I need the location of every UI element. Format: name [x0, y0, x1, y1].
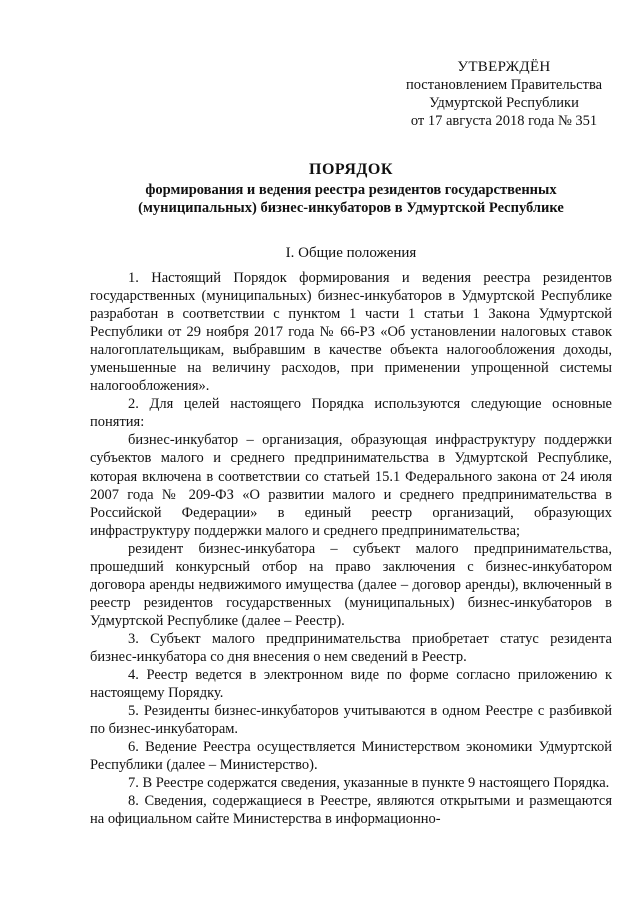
document-title	[90, 160, 612, 217]
document-body	[90, 269, 612, 828]
document-title-main: ПОРЯДОК	[309, 161, 393, 178]
paragraph-5: 5. Резиденты бизнес-инкубаторов учитываются в одном Реестре с разбивкой по бизнес-инкубаторам.	[90, 703, 612, 738]
definition-business-incubator: бизнес-инкубатор – организация, образующая инфраструктуру поддержки субъектов малого и среднего предпринимательства в Удмуртской Республике, которая включена в соответствии со статьей 15.1 Федерального закона от 24 июля 2007 года № 209-ФЗ «О развитии малого и среднего предпринимательства в Российской Федерации» в единый реестр организаций, образующих инфраструктуру поддержки малого и среднего предпринимательства;	[90, 432, 612, 539]
paragraph-4: 4. Реестр ведется в электронном виде по форме согласно приложению к настоящему Порядку.	[90, 667, 612, 702]
paragraph-8: 8. Сведения, содержащиеся в Реестре, являются открытыми и размещаются на официальном сайте Министерства в информационно-	[90, 793, 612, 828]
paragraph-2: 2. Для целей настоящего Порядка используются следующие основные понятия:	[90, 396, 612, 431]
paragraph-1: 1. Настоящий Порядок формирования и ведения реестра резидентов государственных (муниципальных) бизнес-инкубаторов в Удмуртской Республике разработан в соответствии с пунктом 1 части 1 статьи 1 Закона Удмуртской Республики от 29 ноября 2017 года № 66-РЗ «Об установлении налоговых ставок налогоплательщикам, выбравшим в качестве объекта налогообложения доходы, уменьшенные на величину расходов, при применении упрощенной системы налогообложения».	[90, 270, 612, 395]
approval-line-3: от 17 августа 2018 года № 351	[410, 113, 598, 129]
section-heading: I. Общие положения	[285, 245, 417, 261]
approval-line-2: Удмуртской Республики	[429, 95, 579, 111]
document-title-subtitle: формирования и ведения реестра резидентов государственных (муниципальных) бизнес-инкубаторов в Удмуртской Республике	[138, 182, 564, 216]
approval-line-1: постановлением Правительства	[405, 77, 603, 93]
paragraph-6: 6. Ведение Реестра осуществляется Министерством экономики Удмуртской Республики (далее – Министерство).	[90, 739, 612, 774]
approval-heading: УТВЕРЖДЁН	[457, 59, 551, 75]
paragraph-7: 7. В Реестре содержатся сведения, указанные в пункте 9 настоящего Порядка.	[128, 775, 610, 792]
definition-resident: резидент бизнес-инкубатора – субъект малого предпринимательства, прошедший конкурсный отбор на право заключения с бизнес-инкубатором договора аренды недвижимого имущества (далее – договор аренды), включенный в реестр резидентов государственных (муниципальных) бизнес-инкубаторов в Удмуртской Республике (далее – Реестр).	[90, 540, 612, 629]
approval-stamp	[398, 58, 610, 130]
paragraph-3: 3. Субъект малого предпринимательства приобретает статус резидента бизнес-инкубатора со дня внесения о нем сведений в Реестр.	[90, 630, 612, 665]
